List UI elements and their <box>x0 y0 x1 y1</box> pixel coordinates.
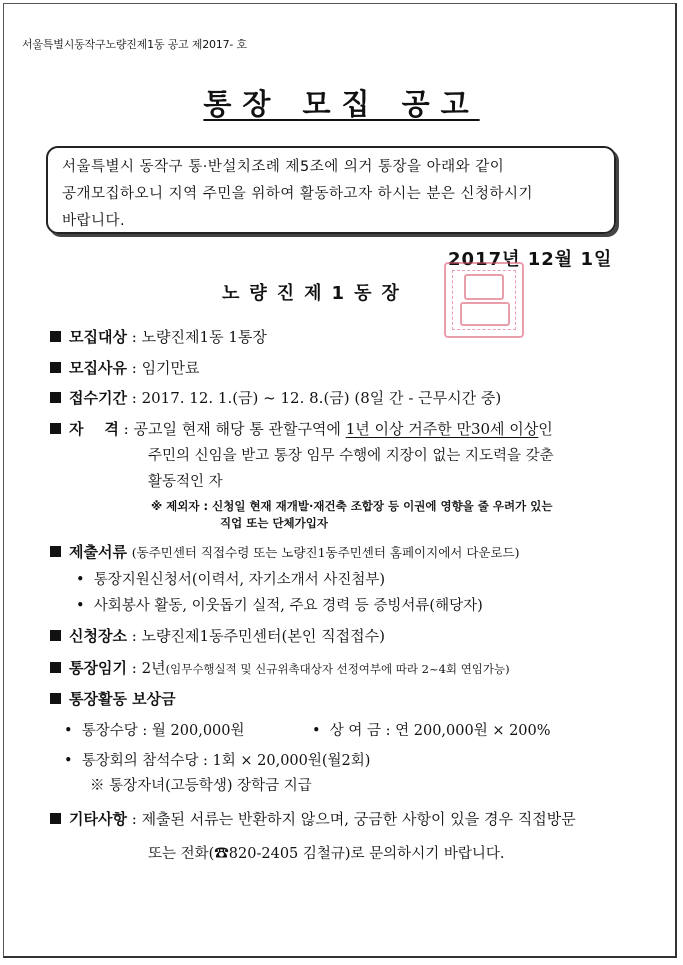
qualification-emphasis: 1년 이상 거주한 만30세 이상 <box>345 420 539 438</box>
section-period: 접수기간 : 2017. 12. 1.(금) ~ 12. 8.(금) (8일 간 - 근무시간 중) <box>50 387 501 408</box>
section-label: 자 격 <box>69 420 119 438</box>
page-title <box>0 82 683 123</box>
compensation-item-3-text: 통장회의 참석수당 : 1회 × 20,000원(월2회) <box>81 753 371 769</box>
square-bullet-icon <box>50 392 61 403</box>
issuer: 노량진제1동장 <box>222 283 409 304</box>
qualification-line-3: 활동적인 자 <box>148 474 223 490</box>
qualification-line-1-post: 인 <box>538 420 553 438</box>
section-label: 모집대상 <box>69 328 127 346</box>
compensation-item-1-text: 통장수당 : 월 200,000원 <box>81 723 245 739</box>
square-bullet-icon <box>50 693 61 704</box>
section-place: 신청장소 : 노량진제1동주민센터(본인 직접접수) <box>50 625 385 646</box>
section-label: 통장활동 보상금 <box>69 690 176 708</box>
compensation-item-1: • 통장수당 : 월 200,000원 <box>64 723 245 739</box>
intro-line-1: 서울특별시 동작구 통·반설치조례 제5조에 의거 통장을 아래와 같이 <box>62 159 505 175</box>
section-label: 기타사항 <box>69 810 127 828</box>
square-bullet-icon <box>50 423 61 434</box>
documents-item-2: • 사회봉사 활동, 이웃돕기 실적, 주요 경력 등 증빙서류(해당자) <box>76 598 483 614</box>
documents-item-2-text: 사회봉사 활동, 이웃돕기 실적, 주요 경력 등 증빙서류(해당자) <box>93 598 483 614</box>
section-term: 통장임기 : 2년(임무수행실적 및 신규위촉대상자 선정여부에 따라 2~4회 연임가능) <box>50 657 510 678</box>
intro-line-3: 바랍니다. <box>62 213 126 229</box>
compensation-item-2: • 상 여 금 : 연 200,000원 × 200% <box>312 723 551 739</box>
square-bullet-icon <box>50 546 61 557</box>
section-label: 제출서류 <box>69 543 127 561</box>
section-value: (동주민센터 직접수령 또는 노량진1동주민센터 홈페이지에서 다운로드) <box>131 545 520 560</box>
section-label: 접수기간 <box>69 389 127 407</box>
etc-line-2: 또는 전화(☎820-2405 김철규)로 문의하시기 바랍니다. <box>148 846 505 862</box>
title-text: 통장 모집 공고 <box>203 87 480 121</box>
square-bullet-icon <box>50 331 61 342</box>
square-bullet-icon <box>50 662 61 673</box>
section-reason: 모집사유 : 임기만료 <box>50 357 200 378</box>
section-value: 노량진제1동 1통장 <box>141 328 267 346</box>
compensation-item-2-text: 상 여 금 : 연 200,000원 × 200% <box>329 723 551 739</box>
compensation-item-4: ※ 통장자녀(고등학생) 장학금 지급 <box>90 778 312 794</box>
intro-line-2: 공개모집하오니 지역 주민을 위하여 활동하고자 하시는 분은 신청하시기 <box>62 186 533 202</box>
qualification-note-2: 직업 또는 단체가입자 <box>220 516 328 530</box>
documents-item-1: • 통장지원신청서(이력서, 자기소개서 사진첨부) <box>76 572 386 588</box>
term-value: 2년 <box>141 659 166 677</box>
section-value: 임기만료 <box>141 359 200 377</box>
square-bullet-icon <box>50 362 61 373</box>
section-label: 신청장소 <box>69 627 127 645</box>
qualification-line-1-pre: 공고일 현재 해당 통 관할구역에 <box>133 420 346 438</box>
notice-date: 2017년 12월 1일 <box>448 249 613 270</box>
section-label: 모집사유 <box>69 359 127 377</box>
intro-box <box>46 146 616 234</box>
section-documents <box>50 541 520 562</box>
etc-line-1: 제출된 서류는 반환하지 않으며, 궁금한 사항이 있을 경우 직접방문 <box>141 810 576 828</box>
section-target: 모집대상 : 노량진제1동 1통장 <box>50 326 267 347</box>
square-bullet-icon <box>50 630 61 641</box>
section-value: 2017. 12. 1.(금) ~ 12. 8.(금) (8일 간 - 근무시간 중) <box>141 389 502 407</box>
section-qualification: 자 격 : 공고일 현재 해당 통 관할구역에 1년 이상 거주한 만30세 이상인 <box>50 418 553 439</box>
square-bullet-icon <box>50 813 61 824</box>
compensation-item-3: • 통장회의 참석수당 : 1회 × 20,000원(월2회) <box>64 753 371 769</box>
qualification-line-2: 주민의 신임을 받고 통장 임무 수행에 지장이 없는 지도력을 갖춘 <box>148 448 554 464</box>
official-seal <box>444 262 524 338</box>
notice-number: 서울특별시동작구노량진제1동 공고 제2017- 호 <box>22 38 247 51</box>
section-compensation <box>50 688 176 709</box>
section-label: 통장임기 <box>69 659 127 677</box>
section-value: 노량진제1동주민센터(본인 직접접수) <box>141 627 385 645</box>
section-etc: 기타사항 : 제출된 서류는 반환하지 않으며, 궁금한 사항이 있을 경우 직접방문 <box>50 808 576 829</box>
documents-item-1-text: 통장지원신청서(이력서, 자기소개서 사진첨부) <box>93 572 386 588</box>
term-note: (임무수행실적 및 신규위촉대상자 선정여부에 따라 2~4회 연임가능) <box>165 662 510 676</box>
qualification-note-1: ※ 제외자 : 신청일 현재 재개발·재건축 조합장 등 이권에 영향을 줄 우려가 있는 <box>151 499 553 513</box>
